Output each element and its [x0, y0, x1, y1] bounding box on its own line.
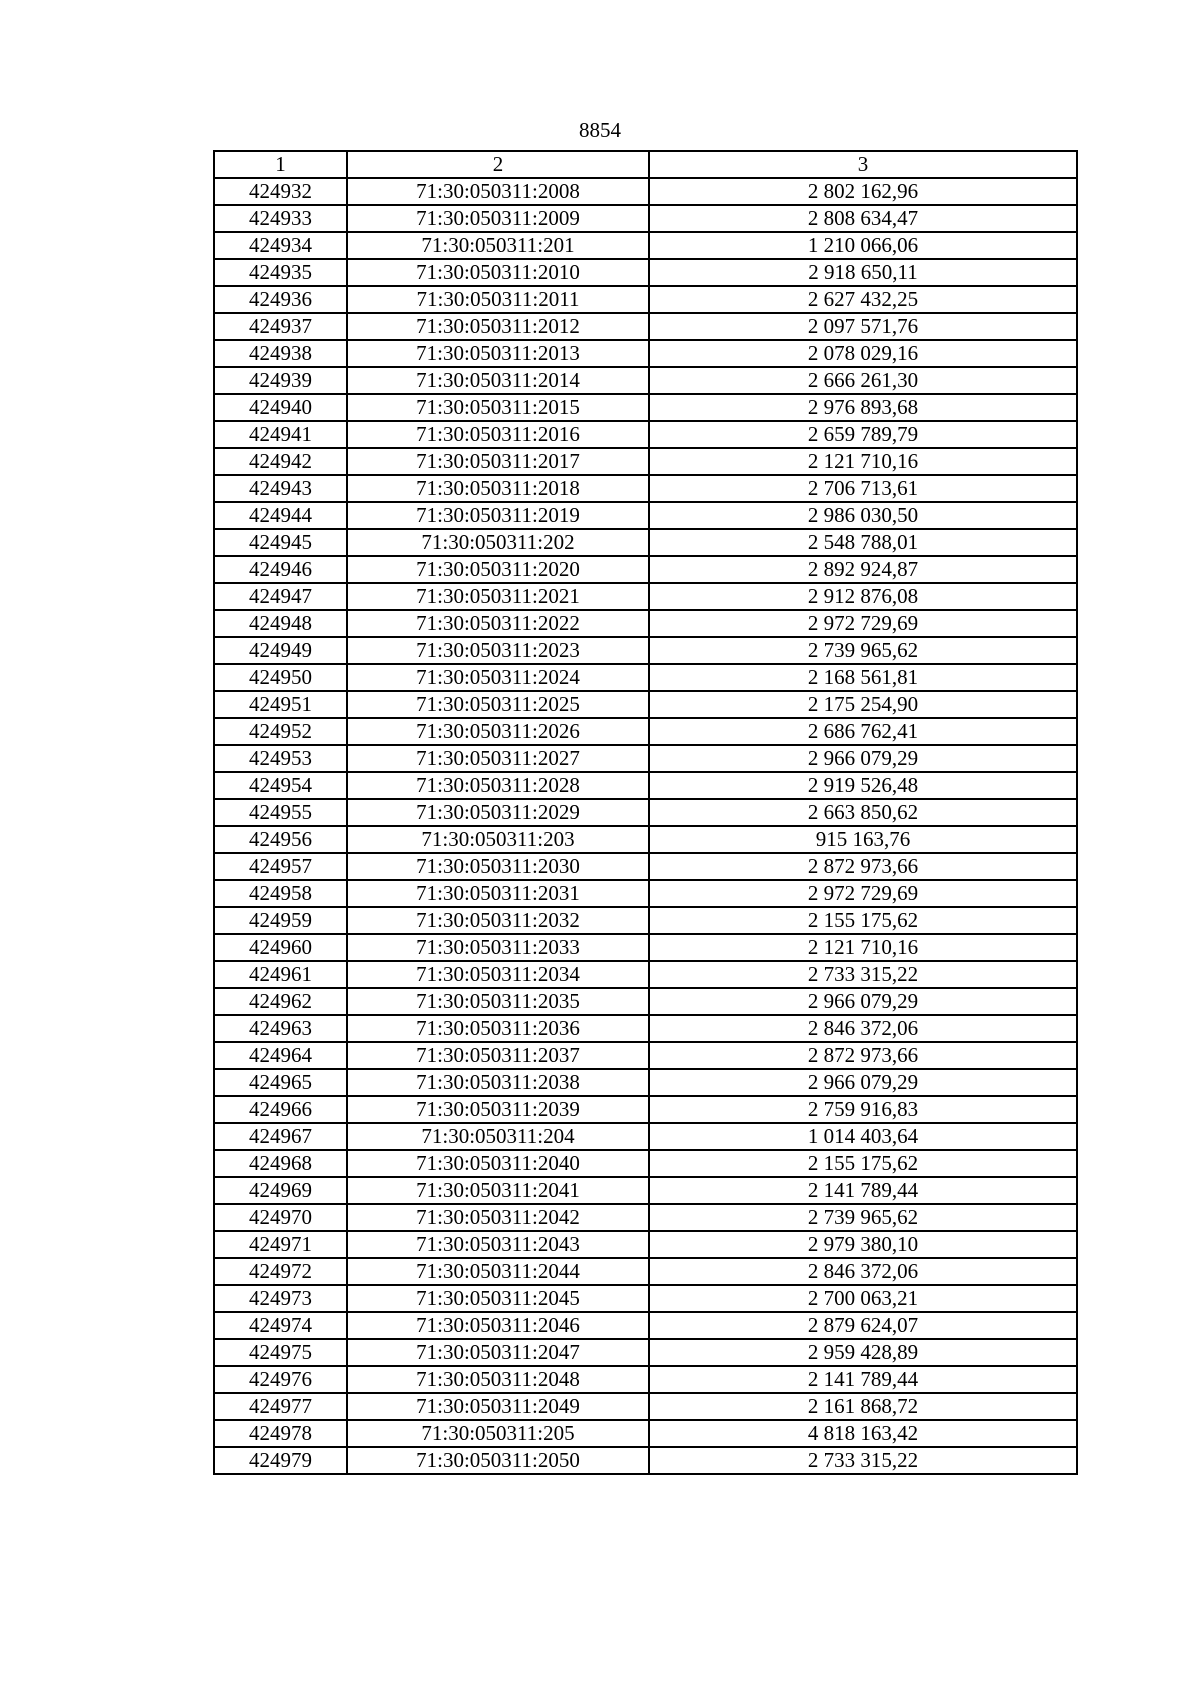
table-row — [214, 1231, 1077, 1258]
table-row — [214, 718, 1077, 745]
cadastral-number-cell: 71:30:050311:2034 — [347, 961, 649, 988]
row-number-cell: 424971 — [214, 1231, 347, 1258]
cadastral-value-cell: 2 155 175,62 — [649, 907, 1077, 934]
row-number-cell: 424956 — [214, 826, 347, 853]
row-number-cell: 424941 — [214, 421, 347, 448]
row-number-cell: 424940 — [214, 394, 347, 421]
row-number-cell: 424950 — [214, 664, 347, 691]
cadastral-number-cell: 71:30:050311:2032 — [347, 907, 649, 934]
cadastral-number-cell: 71:30:050311:2043 — [347, 1231, 649, 1258]
cadastral-number-cell: 71:30:050311:2024 — [347, 664, 649, 691]
row-number-cell: 424979 — [214, 1447, 347, 1474]
cadastral-value-cell: 2 966 079,29 — [649, 745, 1077, 772]
row-number-cell: 424934 — [214, 232, 347, 259]
table-row — [214, 232, 1077, 259]
cadastral-value-cell: 2 141 789,44 — [649, 1177, 1077, 1204]
table-row — [214, 934, 1077, 961]
table-row — [214, 448, 1077, 475]
table-row — [214, 988, 1077, 1015]
table-row — [214, 1447, 1077, 1474]
table-row — [214, 1177, 1077, 1204]
cadastral-number-cell: 71:30:050311:2042 — [347, 1204, 649, 1231]
table-row — [214, 637, 1077, 664]
table-row — [214, 1096, 1077, 1123]
cadastral-number-cell: 71:30:050311:2028 — [347, 772, 649, 799]
table-row — [214, 691, 1077, 718]
cadastral-number-cell: 71:30:050311:2040 — [347, 1150, 649, 1177]
column-header-1: 1 — [214, 151, 347, 178]
cadastral-value-cell: 2 739 965,62 — [649, 637, 1077, 664]
cadastral-number-cell: 71:30:050311:2021 — [347, 583, 649, 610]
cadastral-value-cell: 2 663 850,62 — [649, 799, 1077, 826]
row-number-cell: 424969 — [214, 1177, 347, 1204]
table-row — [214, 1150, 1077, 1177]
cadastral-value-cell: 2 872 973,66 — [649, 1042, 1077, 1069]
cadastral-value-cell: 2 972 729,69 — [649, 610, 1077, 637]
cadastral-value-cell: 2 846 372,06 — [649, 1258, 1077, 1285]
cadastral-value-table — [213, 150, 1078, 1475]
table-row — [214, 1069, 1077, 1096]
table-row — [214, 1258, 1077, 1285]
cadastral-number-cell: 71:30:050311:2009 — [347, 205, 649, 232]
row-number-cell: 424965 — [214, 1069, 347, 1096]
table-row — [214, 799, 1077, 826]
cadastral-value-cell: 2 733 315,22 — [649, 1447, 1077, 1474]
row-number-cell: 424933 — [214, 205, 347, 232]
row-number-cell: 424939 — [214, 367, 347, 394]
table-row — [214, 961, 1077, 988]
cadastral-number-cell: 71:30:050311:2038 — [347, 1069, 649, 1096]
cadastral-number-cell: 71:30:050311:2023 — [347, 637, 649, 664]
cadastral-value-cell: 2 706 713,61 — [649, 475, 1077, 502]
row-number-cell: 424973 — [214, 1285, 347, 1312]
table-row — [214, 907, 1077, 934]
cadastral-number-cell: 71:30:050311:2036 — [347, 1015, 649, 1042]
cadastral-number-cell: 71:30:050311:2020 — [347, 556, 649, 583]
cadastral-value-cell: 2 959 428,89 — [649, 1339, 1077, 1366]
table-row — [214, 1366, 1077, 1393]
cadastral-value-cell: 2 161 868,72 — [649, 1393, 1077, 1420]
cadastral-value-cell: 2 846 372,06 — [649, 1015, 1077, 1042]
row-number-cell: 424947 — [214, 583, 347, 610]
row-number-cell: 424937 — [214, 313, 347, 340]
cadastral-value-cell: 2 892 924,87 — [649, 556, 1077, 583]
cadastral-number-cell: 71:30:050311:2027 — [347, 745, 649, 772]
row-number-cell: 424963 — [214, 1015, 347, 1042]
row-number-cell: 424955 — [214, 799, 347, 826]
cadastral-value-cell: 2 966 079,29 — [649, 988, 1077, 1015]
table-row — [214, 313, 1077, 340]
table-row — [214, 1339, 1077, 1366]
cadastral-value-cell: 2 912 876,08 — [649, 583, 1077, 610]
table-row — [214, 367, 1077, 394]
table-row — [214, 475, 1077, 502]
table-row — [214, 1420, 1077, 1447]
table-row — [214, 826, 1077, 853]
cadastral-number-cell: 71:30:050311:2011 — [347, 286, 649, 313]
cadastral-number-cell: 71:30:050311:2017 — [347, 448, 649, 475]
cadastral-number-cell: 71:30:050311:2025 — [347, 691, 649, 718]
cadastral-value-cell: 2 966 079,29 — [649, 1069, 1077, 1096]
cadastral-value-cell: 2 972 729,69 — [649, 880, 1077, 907]
cadastral-number-cell: 71:30:050311:2026 — [347, 718, 649, 745]
table-row — [214, 205, 1077, 232]
row-number-cell: 424935 — [214, 259, 347, 286]
cadastral-value-cell: 2 548 788,01 — [649, 529, 1077, 556]
cadastral-value-cell: 2 808 634,47 — [649, 205, 1077, 232]
cadastral-number-cell: 71:30:050311:2050 — [347, 1447, 649, 1474]
column-header-2: 2 — [347, 151, 649, 178]
row-number-cell: 424943 — [214, 475, 347, 502]
row-number-cell: 424957 — [214, 853, 347, 880]
row-number-cell: 424974 — [214, 1312, 347, 1339]
table-row — [214, 394, 1077, 421]
cadastral-number-cell: 71:30:050311:2037 — [347, 1042, 649, 1069]
cadastral-value-cell: 2 078 029,16 — [649, 340, 1077, 367]
cadastral-value-cell: 2 168 561,81 — [649, 664, 1077, 691]
cadastral-value-cell: 2 141 789,44 — [649, 1366, 1077, 1393]
row-number-cell: 424958 — [214, 880, 347, 907]
table-row — [214, 1285, 1077, 1312]
table-row — [214, 421, 1077, 448]
cadastral-value-cell: 2 739 965,62 — [649, 1204, 1077, 1231]
table-row — [214, 745, 1077, 772]
cadastral-number-cell: 71:30:050311:2046 — [347, 1312, 649, 1339]
row-number-cell: 424962 — [214, 988, 347, 1015]
cadastral-value-cell: 2 919 526,48 — [649, 772, 1077, 799]
cadastral-value-cell: 2 666 261,30 — [649, 367, 1077, 394]
cadastral-number-cell: 71:30:050311:204 — [347, 1123, 649, 1150]
cadastral-value-cell: 4 818 163,42 — [649, 1420, 1077, 1447]
row-number-cell: 424967 — [214, 1123, 347, 1150]
cadastral-value-cell: 2 700 063,21 — [649, 1285, 1077, 1312]
cadastral-value-cell: 2 155 175,62 — [649, 1150, 1077, 1177]
table-row — [214, 664, 1077, 691]
table-row — [214, 853, 1077, 880]
row-number-cell: 424954 — [214, 772, 347, 799]
cadastral-number-cell: 71:30:050311:2018 — [347, 475, 649, 502]
row-number-cell: 424978 — [214, 1420, 347, 1447]
table-row — [214, 1015, 1077, 1042]
cadastral-value-cell: 2 627 432,25 — [649, 286, 1077, 313]
cadastral-number-cell: 71:30:050311:2048 — [347, 1366, 649, 1393]
row-number-cell: 424968 — [214, 1150, 347, 1177]
cadastral-value-cell: 2 979 380,10 — [649, 1231, 1077, 1258]
table-row — [214, 1123, 1077, 1150]
cadastral-number-cell: 71:30:050311:2035 — [347, 988, 649, 1015]
cadastral-value-cell: 1 210 066,06 — [649, 232, 1077, 259]
table-row — [214, 610, 1077, 637]
table-row — [214, 340, 1077, 367]
row-number-cell: 424944 — [214, 502, 347, 529]
cadastral-number-cell: 71:30:050311:2029 — [347, 799, 649, 826]
cadastral-number-cell: 71:30:050311:2030 — [347, 853, 649, 880]
row-number-cell: 424976 — [214, 1366, 347, 1393]
cadastral-number-cell: 71:30:050311:2033 — [347, 934, 649, 961]
row-number-cell: 424966 — [214, 1096, 347, 1123]
cadastral-number-cell: 71:30:050311:203 — [347, 826, 649, 853]
cadastral-number-cell: 71:30:050311:2041 — [347, 1177, 649, 1204]
row-number-cell: 424964 — [214, 1042, 347, 1069]
row-number-cell: 424959 — [214, 907, 347, 934]
cadastral-number-cell: 71:30:050311:2031 — [347, 880, 649, 907]
table-row — [214, 502, 1077, 529]
cadastral-value-cell: 1 014 403,64 — [649, 1123, 1077, 1150]
cadastral-number-cell: 71:30:050311:202 — [347, 529, 649, 556]
row-number-cell: 424960 — [214, 934, 347, 961]
table-row — [214, 529, 1077, 556]
cadastral-number-cell: 71:30:050311:2015 — [347, 394, 649, 421]
table-row — [214, 1042, 1077, 1069]
cadastral-value-cell: 2 872 973,66 — [649, 853, 1077, 880]
cadastral-number-cell: 71:30:050311:2008 — [347, 178, 649, 205]
row-number-cell: 424938 — [214, 340, 347, 367]
row-number-cell: 424953 — [214, 745, 347, 772]
cadastral-value-cell: 2 121 710,16 — [649, 934, 1077, 961]
table-row — [214, 880, 1077, 907]
table-row — [214, 1312, 1077, 1339]
cadastral-value-cell: 2 918 650,11 — [649, 259, 1077, 286]
table-row — [214, 259, 1077, 286]
table-row — [214, 178, 1077, 205]
cadastral-value-cell: 2 976 893,68 — [649, 394, 1077, 421]
table-row — [214, 583, 1077, 610]
row-number-cell: 424975 — [214, 1339, 347, 1366]
column-header-3: 3 — [649, 151, 1077, 178]
table-row — [214, 1204, 1077, 1231]
cadastral-number-cell: 71:30:050311:2010 — [347, 259, 649, 286]
row-number-cell: 424961 — [214, 961, 347, 988]
cadastral-value-cell: 2 121 710,16 — [649, 448, 1077, 475]
cadastral-number-cell: 71:30:050311:2014 — [347, 367, 649, 394]
cadastral-number-cell: 71:30:050311:205 — [347, 1420, 649, 1447]
row-number-cell: 424977 — [214, 1393, 347, 1420]
cadastral-number-cell: 71:30:050311:2013 — [347, 340, 649, 367]
cadastral-value-cell: 2 759 916,83 — [649, 1096, 1077, 1123]
row-number-cell: 424972 — [214, 1258, 347, 1285]
row-number-cell: 424942 — [214, 448, 347, 475]
cadastral-number-cell: 71:30:050311:2019 — [347, 502, 649, 529]
cadastral-number-cell: 71:30:050311:2016 — [347, 421, 649, 448]
cadastral-value-cell: 2 686 762,41 — [649, 718, 1077, 745]
table-row — [214, 1393, 1077, 1420]
row-number-cell: 424948 — [214, 610, 347, 637]
row-number-cell: 424949 — [214, 637, 347, 664]
row-number-cell: 424951 — [214, 691, 347, 718]
header-row — [214, 151, 1077, 178]
row-number-cell: 424945 — [214, 529, 347, 556]
cadastral-number-cell: 71:30:050311:2022 — [347, 610, 649, 637]
cadastral-value-cell: 915 163,76 — [649, 826, 1077, 853]
table-row — [214, 556, 1077, 583]
cadastral-number-cell: 71:30:050311:2012 — [347, 313, 649, 340]
cadastral-number-cell: 71:30:050311:2049 — [347, 1393, 649, 1420]
cadastral-number-cell: 71:30:050311:201 — [347, 232, 649, 259]
cadastral-value-cell: 2 879 624,07 — [649, 1312, 1077, 1339]
cadastral-number-cell: 71:30:050311:2047 — [347, 1339, 649, 1366]
cadastral-number-cell: 71:30:050311:2039 — [347, 1096, 649, 1123]
cadastral-value-cell: 2 175 254,90 — [649, 691, 1077, 718]
row-number-cell: 424936 — [214, 286, 347, 313]
row-number-cell: 424946 — [214, 556, 347, 583]
cadastral-value-cell: 2 733 315,22 — [649, 961, 1077, 988]
cadastral-number-cell: 71:30:050311:2044 — [347, 1258, 649, 1285]
cadastral-value-cell: 2 659 789,79 — [649, 421, 1077, 448]
table-row — [214, 772, 1077, 799]
row-number-cell: 424952 — [214, 718, 347, 745]
cadastral-value-cell: 2 986 030,50 — [649, 502, 1077, 529]
table-row — [214, 286, 1077, 313]
table-body — [214, 178, 1077, 1474]
cadastral-number-cell: 71:30:050311:2045 — [347, 1285, 649, 1312]
row-number-cell: 424932 — [214, 178, 347, 205]
row-number-cell: 424970 — [214, 1204, 347, 1231]
page-number: 8854 — [579, 118, 621, 142]
cadastral-value-cell: 2 802 162,96 — [649, 178, 1077, 205]
cadastral-value-cell: 2 097 571,76 — [649, 313, 1077, 340]
